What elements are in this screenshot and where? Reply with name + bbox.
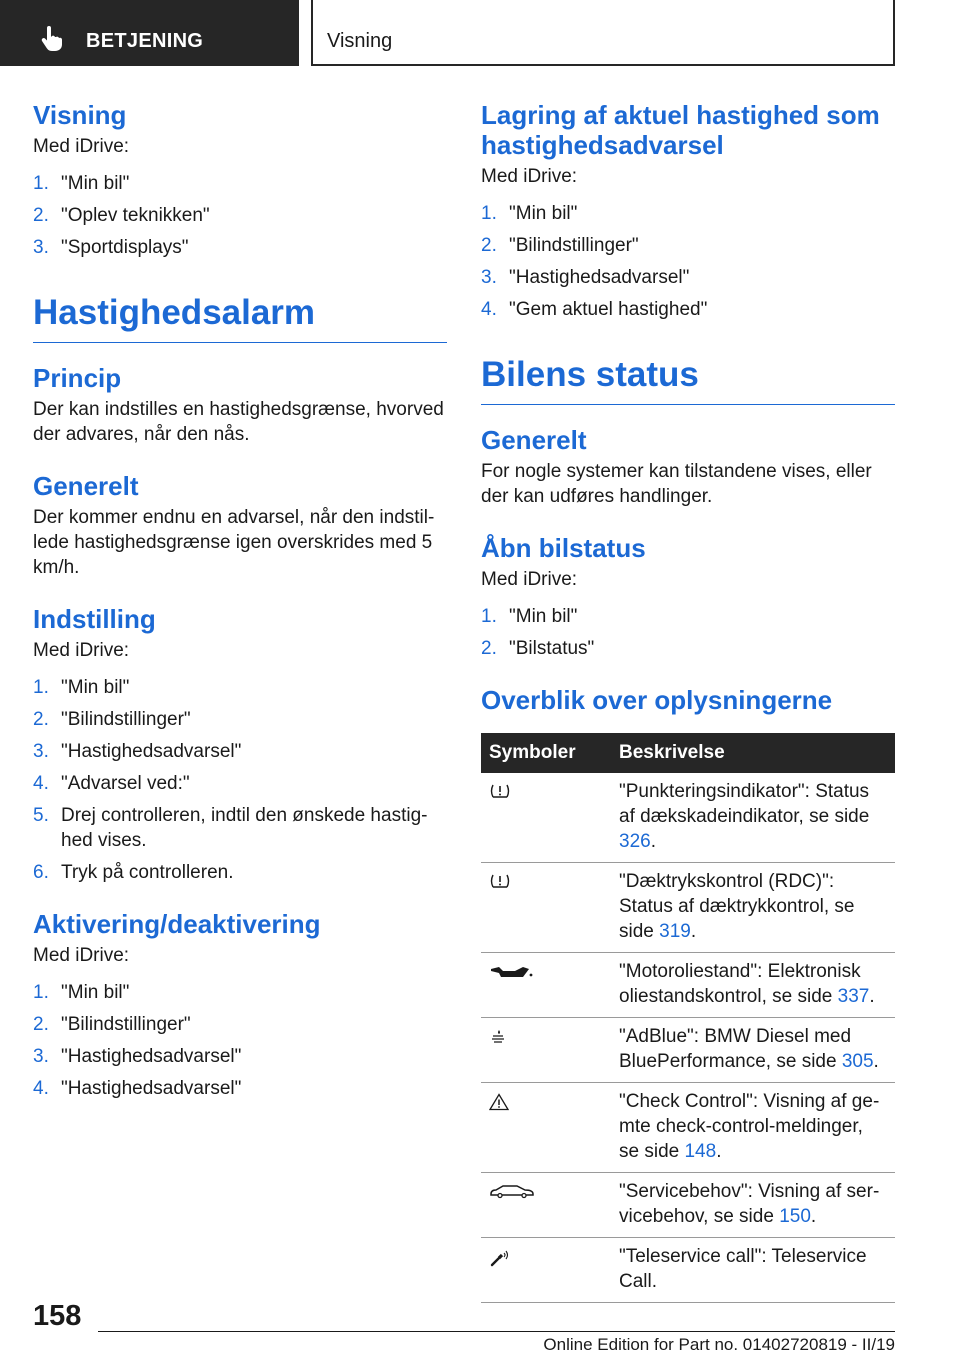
tire-pressure-warning-icon xyxy=(489,783,511,799)
list-item: 2. "Bilindstillinger" xyxy=(33,709,191,730)
warning-triangle-icon xyxy=(489,1093,509,1111)
oil-can-icon xyxy=(489,963,535,981)
heading-visning: Visning xyxy=(33,100,127,130)
table-header-row xyxy=(481,733,895,773)
visning-steps xyxy=(33,171,447,260)
list-item: 1. "Min bil" xyxy=(481,203,578,224)
symbols-table xyxy=(481,733,895,1303)
hand-pointer-icon xyxy=(38,24,66,52)
wrench-signal-icon xyxy=(489,1248,511,1268)
list-item: 3. "Hastighedsadvarsel" xyxy=(33,741,242,762)
heading-lagring: Lagring af aktuel hastighed som hastighedsadvarsel xyxy=(481,100,880,160)
list-item: 2. "Bilindstillinger" xyxy=(33,1014,191,1035)
chapter-tab[interactable] xyxy=(0,0,299,66)
table-row: "Teleservice call": Teleservice Call. xyxy=(481,1238,895,1303)
page-reference-link[interactable]: 326 xyxy=(619,831,651,852)
list-item: 2. "Bilindstillinger" xyxy=(481,235,639,256)
car-service-icon xyxy=(489,1183,535,1199)
list-item: 4. "Gem aktuel hastighed" xyxy=(481,299,708,320)
heading-indstilling: Indstilling xyxy=(33,604,156,634)
left-column xyxy=(33,100,447,1108)
footer-divider xyxy=(98,1331,895,1332)
visning-intro: Med iDrive: xyxy=(33,136,130,157)
heading-princip: Princip xyxy=(33,363,122,393)
indstilling-intro: Med iDrive: xyxy=(33,640,130,661)
lagring-steps xyxy=(481,201,895,322)
indstilling-steps xyxy=(33,675,447,885)
page-header xyxy=(0,0,960,66)
page-reference-link[interactable]: 148 xyxy=(684,1141,717,1162)
list-item: 3. "Hastighedsadvarsel" xyxy=(33,1046,242,1067)
table-row: "Punkteringsindikator": Status af dækskadeindikator, se side 326. xyxy=(481,773,895,863)
generelt-text: Der kommer endnu en advarsel, når den indstillede hastighedsgrænse igen overskrides med 5 km/h. xyxy=(33,507,435,578)
heading-hastighedsalarm: Hastighedsalarm xyxy=(33,292,447,343)
list-item: 2. "Bilstatus" xyxy=(481,638,595,659)
list-item: 5. Drej controlleren, indtil den ønskede hastighed vises. xyxy=(33,805,428,851)
page-number: 158 xyxy=(33,1300,82,1332)
heading-aabn-bilstatus: Åbn bilstatus xyxy=(481,533,646,563)
list-item: 1. "Min bil" xyxy=(33,677,130,698)
list-item: 1. "Min bil" xyxy=(481,606,578,627)
list-item: 4. "Advarsel ved:" xyxy=(33,773,190,794)
list-item: 6. Tryk på controlleren. xyxy=(33,862,234,883)
heading-generelt-right: Generelt xyxy=(481,425,587,455)
chapter-label: BETJENING xyxy=(86,30,204,52)
princip-text: Der kan indstilles en hastighedsgrænse, hvorved der advares, når den nås. xyxy=(33,399,444,445)
list-item: 1. "Min bil" xyxy=(33,173,130,194)
section-tab[interactable] xyxy=(311,0,895,66)
column-header-beskrivelse: Beskrivelse xyxy=(611,733,895,773)
aktivering-steps xyxy=(33,980,447,1101)
right-column xyxy=(481,100,895,1303)
adblue-icon xyxy=(489,1028,507,1046)
tire-pressure-warning-icon xyxy=(489,873,511,889)
table-row: "Servicebehov": Visning af servicebehov, se side 150. xyxy=(481,1173,895,1238)
column-header-symboler: Symboler xyxy=(481,733,611,773)
list-item: 3. "Hastighedsadvarsel" xyxy=(481,267,690,288)
lagring-intro: Med iDrive: xyxy=(481,166,578,187)
heading-overblik: Overblik over oplysningerne xyxy=(481,685,833,715)
list-item: 4. "Hastighedsadvarsel" xyxy=(33,1078,242,1099)
list-item: 1. "Min bil" xyxy=(33,982,130,1003)
page-reference-link[interactable]: 319 xyxy=(659,921,691,942)
aktivering-intro: Med iDrive: xyxy=(33,945,130,966)
page-reference-link[interactable]: 305 xyxy=(841,1051,874,1072)
table-row: "AdBlue": BMW Diesel med BluePerformance, se side 305. xyxy=(481,1018,895,1083)
page-reference-link[interactable]: 150 xyxy=(779,1206,811,1227)
heading-aktivering: Aktivering/deaktivering xyxy=(33,909,321,939)
heading-generelt: Generelt xyxy=(33,471,139,501)
aabn-steps xyxy=(481,604,895,661)
generelt-right-text: For nogle systemer kan tilstandene vises, eller der kan udføres handlinger. xyxy=(481,461,872,507)
list-item: 3. "Sportdisplays" xyxy=(33,237,189,258)
edition-note: Online Edition for Part no. 01402720819 - II/19 xyxy=(543,1335,895,1354)
aabn-intro: Med iDrive: xyxy=(481,569,578,590)
heading-bilens-status: Bilens status xyxy=(481,354,895,405)
table-row: "Motoroliestand": Elektronisk oliestandskontrol, se side 337. xyxy=(481,953,895,1018)
table-row: "Dæktrykskontrol (RDC)": Status af dæktrykkontrol, se side 319. xyxy=(481,863,895,953)
table-row: "Check Control": Visning af gemte check-control-meldinger, se side 148. xyxy=(481,1083,895,1173)
page-reference-link[interactable]: 337 xyxy=(837,986,870,1007)
list-item: 2. "Oplev teknikken" xyxy=(33,205,210,226)
section-label: Visning xyxy=(327,30,393,52)
